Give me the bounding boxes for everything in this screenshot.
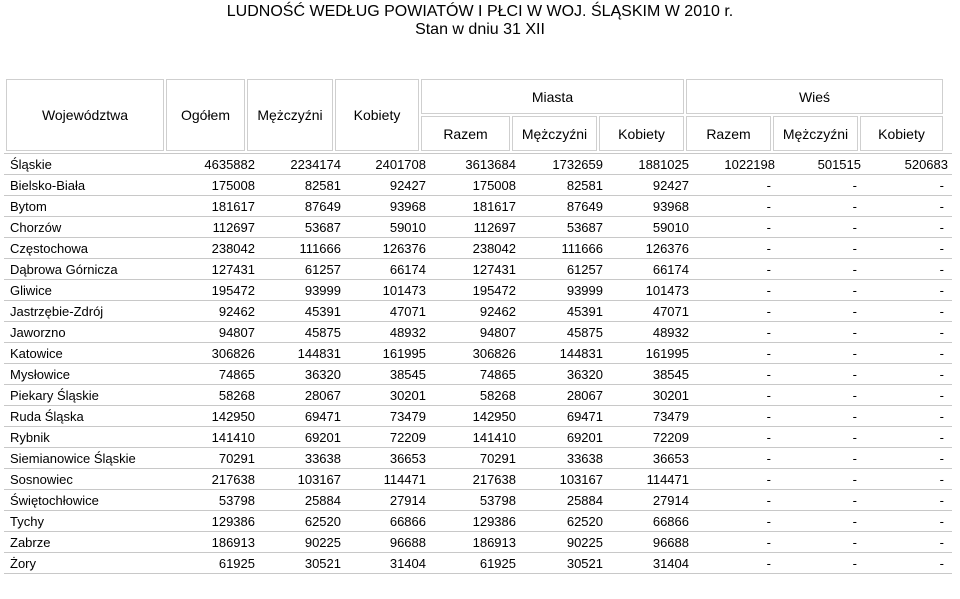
cell-miasta-razem: 195472 <box>430 280 520 301</box>
cell-kobiety: 101473 <box>345 280 430 301</box>
cell-miasta-mezczyzni: 103167 <box>520 469 607 490</box>
cell-mezczyzni: 28067 <box>259 385 345 406</box>
cell-wies-mezczyzni: - <box>779 217 865 238</box>
cell-miasta-razem: 217638 <box>430 469 520 490</box>
cell-mezczyzni: 82581 <box>259 175 345 196</box>
cell-kobiety: 96688 <box>345 532 430 553</box>
cell-wies-mezczyzni: 501515 <box>779 154 865 175</box>
cell-miasta-razem: 306826 <box>430 343 520 364</box>
cell-miasta-razem: 74865 <box>430 364 520 385</box>
cell-wies-mezczyzni: - <box>779 238 865 259</box>
cell-kobiety: 48932 <box>345 322 430 343</box>
cell-wies-mezczyzni: - <box>779 196 865 217</box>
cell-miasta-kobiety: 48932 <box>607 322 693 343</box>
cell-ogolem: 70291 <box>162 448 259 469</box>
cell-kobiety: 93968 <box>345 196 430 217</box>
cell-miasta-razem: 53798 <box>430 490 520 511</box>
cell-wies-mezczyzni: - <box>779 301 865 322</box>
cell-miasta-mezczyzni: 45391 <box>520 301 607 322</box>
cell-mezczyzni: 61257 <box>259 259 345 280</box>
cell-miasta-razem: 3613684 <box>430 154 520 175</box>
cell-ogolem: 112697 <box>162 217 259 238</box>
cell-ogolem: 217638 <box>162 469 259 490</box>
cell-wies-razem: - <box>693 217 779 238</box>
cell-ogolem: 195472 <box>162 280 259 301</box>
cell-miasta-kobiety: 93968 <box>607 196 693 217</box>
cell-wies-razem: - <box>693 511 779 532</box>
cell-miasta-razem: 70291 <box>430 448 520 469</box>
cell-ogolem: 238042 <box>162 238 259 259</box>
cell-miasta-kobiety: 96688 <box>607 532 693 553</box>
table-row <box>4 322 952 343</box>
cell-wies-razem: - <box>693 448 779 469</box>
cell-miasta-mezczyzni: 45875 <box>520 322 607 343</box>
cell-wies-razem: - <box>693 490 779 511</box>
page-title: LUDNOŚĆ WEDŁUG POWIATÓW I PŁCI W WOJ. ŚLĄSKIM W 2010 r. <box>226 3 734 20</box>
table-row <box>4 217 952 238</box>
cell-name: Jaworzno <box>4 322 162 343</box>
cell-mezczyzni: 69471 <box>259 406 345 427</box>
cell-miasta-mezczyzni: 144831 <box>520 343 607 364</box>
table-row <box>4 301 952 322</box>
data-table <box>4 153 952 574</box>
table-header <box>4 77 945 153</box>
cell-wies-kobiety: - <box>865 511 952 532</box>
cell-kobiety: 2401708 <box>345 154 430 175</box>
cell-kobiety: 59010 <box>345 217 430 238</box>
header-wojewodztwa: Województwa <box>6 79 164 151</box>
cell-kobiety: 72209 <box>345 427 430 448</box>
cell-mezczyzni: 30521 <box>259 553 345 574</box>
header-mezczyzni: Mężczyźni <box>247 79 333 151</box>
cell-wies-kobiety: - <box>865 553 952 574</box>
cell-mezczyzni: 45875 <box>259 322 345 343</box>
cell-wies-razem: - <box>693 385 779 406</box>
cell-wies-mezczyzni: - <box>779 385 865 406</box>
cell-wies-razem: - <box>693 196 779 217</box>
header-wies: Wieś <box>686 79 943 114</box>
cell-kobiety: 36653 <box>345 448 430 469</box>
cell-name: Jastrzębie-Zdrój <box>4 301 162 322</box>
header-wies-kobiety: Kobiety <box>860 116 943 151</box>
cell-kobiety: 66174 <box>345 259 430 280</box>
cell-miasta-mezczyzni: 93999 <box>520 280 607 301</box>
cell-wies-razem: - <box>693 532 779 553</box>
cell-ogolem: 94807 <box>162 322 259 343</box>
cell-miasta-razem: 186913 <box>430 532 520 553</box>
header-kobiety: Kobiety <box>335 79 419 151</box>
header-ogolem: Ogółem <box>166 79 245 151</box>
cell-wies-mezczyzni: - <box>779 553 865 574</box>
cell-wies-mezczyzni: - <box>779 448 865 469</box>
cell-mezczyzni: 45391 <box>259 301 345 322</box>
cell-ogolem: 186913 <box>162 532 259 553</box>
cell-wies-kobiety: - <box>865 343 952 364</box>
cell-kobiety: 66866 <box>345 511 430 532</box>
table-row <box>4 343 952 364</box>
cell-name: Katowice <box>4 343 162 364</box>
cell-miasta-razem: 58268 <box>430 385 520 406</box>
cell-mezczyzni: 144831 <box>259 343 345 364</box>
cell-mezczyzni: 25884 <box>259 490 345 511</box>
cell-kobiety: 161995 <box>345 343 430 364</box>
cell-miasta-kobiety: 38545 <box>607 364 693 385</box>
cell-miasta-kobiety: 161995 <box>607 343 693 364</box>
table-row <box>4 175 952 196</box>
cell-name: Gliwice <box>4 280 162 301</box>
cell-miasta-razem: 181617 <box>430 196 520 217</box>
table-row <box>4 259 952 280</box>
cell-name: Częstochowa <box>4 238 162 259</box>
cell-wies-razem: - <box>693 427 779 448</box>
cell-wies-kobiety: - <box>865 238 952 259</box>
table-row <box>4 385 952 406</box>
cell-kobiety: 92427 <box>345 175 430 196</box>
cell-miasta-kobiety: 66174 <box>607 259 693 280</box>
cell-wies-mezczyzni: - <box>779 343 865 364</box>
cell-kobiety: 31404 <box>345 553 430 574</box>
cell-wies-razem: - <box>693 259 779 280</box>
header-miasta-razem: Razem <box>421 116 510 151</box>
cell-name: Piekary Śląskie <box>4 385 162 406</box>
cell-wies-razem: 1022198 <box>693 154 779 175</box>
cell-wies-razem: - <box>693 301 779 322</box>
cell-name: Śląskie <box>4 154 162 175</box>
cell-wies-razem: - <box>693 364 779 385</box>
cell-miasta-mezczyzni: 69471 <box>520 406 607 427</box>
cell-kobiety: 126376 <box>345 238 430 259</box>
cell-miasta-kobiety: 30201 <box>607 385 693 406</box>
cell-name: Bielsko-Biała <box>4 175 162 196</box>
cell-miasta-kobiety: 101473 <box>607 280 693 301</box>
cell-wies-kobiety: - <box>865 196 952 217</box>
table-row <box>4 553 952 574</box>
table-row <box>4 196 952 217</box>
cell-mezczyzni: 111666 <box>259 238 345 259</box>
cell-wies-kobiety: - <box>865 301 952 322</box>
cell-miasta-razem: 129386 <box>430 511 520 532</box>
cell-miasta-razem: 142950 <box>430 406 520 427</box>
cell-ogolem: 129386 <box>162 511 259 532</box>
header-wies-razem: Razem <box>686 116 771 151</box>
cell-ogolem: 175008 <box>162 175 259 196</box>
table-row <box>4 238 952 259</box>
cell-miasta-kobiety: 47071 <box>607 301 693 322</box>
cell-wies-kobiety: - <box>865 322 952 343</box>
cell-mezczyzni: 2234174 <box>259 154 345 175</box>
cell-name: Zabrze <box>4 532 162 553</box>
cell-wies-kobiety: - <box>865 280 952 301</box>
cell-wies-razem: - <box>693 175 779 196</box>
cell-ogolem: 127431 <box>162 259 259 280</box>
cell-wies-kobiety: - <box>865 385 952 406</box>
header-wies-mezczyzni: Mężczyźni <box>773 116 858 151</box>
cell-ogolem: 181617 <box>162 196 259 217</box>
cell-miasta-mezczyzni: 69201 <box>520 427 607 448</box>
table-row <box>4 490 952 511</box>
cell-mezczyzni: 69201 <box>259 427 345 448</box>
cell-miasta-kobiety: 1881025 <box>607 154 693 175</box>
cell-mezczyzni: 87649 <box>259 196 345 217</box>
cell-miasta-mezczyzni: 1732659 <box>520 154 607 175</box>
cell-wies-mezczyzni: - <box>779 322 865 343</box>
cell-wies-mezczyzni: - <box>779 427 865 448</box>
cell-wies-razem: - <box>693 469 779 490</box>
cell-name: Bytom <box>4 196 162 217</box>
cell-miasta-mezczyzni: 33638 <box>520 448 607 469</box>
cell-miasta-razem: 127431 <box>430 259 520 280</box>
cell-miasta-kobiety: 59010 <box>607 217 693 238</box>
cell-miasta-kobiety: 126376 <box>607 238 693 259</box>
cell-name: Żory <box>4 553 162 574</box>
cell-wies-razem: - <box>693 322 779 343</box>
cell-miasta-mezczyzni: 53687 <box>520 217 607 238</box>
cell-wies-kobiety: - <box>865 448 952 469</box>
cell-kobiety: 47071 <box>345 301 430 322</box>
cell-ogolem: 61925 <box>162 553 259 574</box>
cell-miasta-razem: 141410 <box>430 427 520 448</box>
cell-kobiety: 114471 <box>345 469 430 490</box>
cell-wies-razem: - <box>693 238 779 259</box>
cell-wies-mezczyzni: - <box>779 406 865 427</box>
cell-miasta-mezczyzni: 90225 <box>520 532 607 553</box>
header-miasta-kobiety: Kobiety <box>599 116 684 151</box>
cell-miasta-razem: 175008 <box>430 175 520 196</box>
cell-name: Sosnowiec <box>4 469 162 490</box>
cell-kobiety: 38545 <box>345 364 430 385</box>
cell-name: Ruda Śląska <box>4 406 162 427</box>
cell-name: Rybnik <box>4 427 162 448</box>
cell-ogolem: 58268 <box>162 385 259 406</box>
cell-miasta-mezczyzni: 28067 <box>520 385 607 406</box>
cell-miasta-mezczyzni: 62520 <box>520 511 607 532</box>
cell-ogolem: 53798 <box>162 490 259 511</box>
cell-miasta-kobiety: 92427 <box>607 175 693 196</box>
cell-miasta-mezczyzni: 25884 <box>520 490 607 511</box>
cell-mezczyzni: 53687 <box>259 217 345 238</box>
table-row <box>4 154 952 175</box>
cell-miasta-razem: 112697 <box>430 217 520 238</box>
cell-miasta-mezczyzni: 36320 <box>520 364 607 385</box>
table-row <box>4 469 952 490</box>
cell-wies-razem: - <box>693 280 779 301</box>
table-row <box>4 532 952 553</box>
cell-miasta-kobiety: 36653 <box>607 448 693 469</box>
table-row <box>4 448 952 469</box>
cell-wies-kobiety: - <box>865 532 952 553</box>
cell-wies-mezczyzni: - <box>779 490 865 511</box>
table-row <box>4 280 952 301</box>
cell-wies-razem: - <box>693 553 779 574</box>
cell-wies-kobiety: - <box>865 259 952 280</box>
cell-wies-kobiety: - <box>865 217 952 238</box>
table-row <box>4 511 952 532</box>
cell-miasta-kobiety: 66866 <box>607 511 693 532</box>
cell-name: Chorzów <box>4 217 162 238</box>
cell-name: Tychy <box>4 511 162 532</box>
cell-miasta-kobiety: 72209 <box>607 427 693 448</box>
cell-wies-mezczyzni: - <box>779 280 865 301</box>
cell-wies-kobiety: - <box>865 490 952 511</box>
cell-miasta-mezczyzni: 61257 <box>520 259 607 280</box>
cell-wies-kobiety: - <box>865 427 952 448</box>
cell-wies-kobiety: - <box>865 364 952 385</box>
cell-wies-mezczyzni: - <box>779 469 865 490</box>
cell-mezczyzni: 90225 <box>259 532 345 553</box>
cell-name: Dąbrowa Górnicza <box>4 259 162 280</box>
cell-miasta-mezczyzni: 87649 <box>520 196 607 217</box>
cell-miasta-kobiety: 27914 <box>607 490 693 511</box>
cell-mezczyzni: 103167 <box>259 469 345 490</box>
cell-name: Mysłowice <box>4 364 162 385</box>
cell-miasta-razem: 94807 <box>430 322 520 343</box>
cell-miasta-mezczyzni: 30521 <box>520 553 607 574</box>
cell-miasta-mezczyzni: 111666 <box>520 238 607 259</box>
cell-miasta-razem: 238042 <box>430 238 520 259</box>
cell-wies-kobiety: - <box>865 406 952 427</box>
cell-wies-kobiety: - <box>865 469 952 490</box>
cell-miasta-mezczyzni: 82581 <box>520 175 607 196</box>
header-miasta-mezczyzni: Mężczyźni <box>512 116 597 151</box>
table-row <box>4 406 952 427</box>
cell-name: Świętochłowice <box>4 490 162 511</box>
cell-mezczyzni: 36320 <box>259 364 345 385</box>
cell-ogolem: 306826 <box>162 343 259 364</box>
cell-kobiety: 30201 <box>345 385 430 406</box>
cell-miasta-kobiety: 73479 <box>607 406 693 427</box>
table-row <box>4 364 952 385</box>
page-subtitle: Stan w dniu 31 XII <box>415 21 545 38</box>
cell-ogolem: 74865 <box>162 364 259 385</box>
cell-mezczyzni: 62520 <box>259 511 345 532</box>
cell-wies-kobiety: 520683 <box>865 154 952 175</box>
cell-ogolem: 142950 <box>162 406 259 427</box>
cell-miasta-razem: 92462 <box>430 301 520 322</box>
cell-ogolem: 141410 <box>162 427 259 448</box>
cell-wies-mezczyzni: - <box>779 532 865 553</box>
cell-wies-mezczyzni: - <box>779 511 865 532</box>
cell-mezczyzni: 33638 <box>259 448 345 469</box>
cell-kobiety: 73479 <box>345 406 430 427</box>
cell-miasta-kobiety: 114471 <box>607 469 693 490</box>
cell-name: Siemianowice Śląskie <box>4 448 162 469</box>
cell-wies-razem: - <box>693 343 779 364</box>
cell-miasta-razem: 61925 <box>430 553 520 574</box>
cell-wies-kobiety: - <box>865 175 952 196</box>
header-miasta: Miasta <box>421 79 684 114</box>
cell-kobiety: 27914 <box>345 490 430 511</box>
cell-ogolem: 92462 <box>162 301 259 322</box>
cell-wies-mezczyzni: - <box>779 364 865 385</box>
cell-wies-mezczyzni: - <box>779 259 865 280</box>
cell-miasta-kobiety: 31404 <box>607 553 693 574</box>
cell-wies-mezczyzni: - <box>779 175 865 196</box>
cell-ogolem: 4635882 <box>162 154 259 175</box>
table-row <box>4 427 952 448</box>
cell-mezczyzni: 93999 <box>259 280 345 301</box>
cell-wies-razem: - <box>693 406 779 427</box>
